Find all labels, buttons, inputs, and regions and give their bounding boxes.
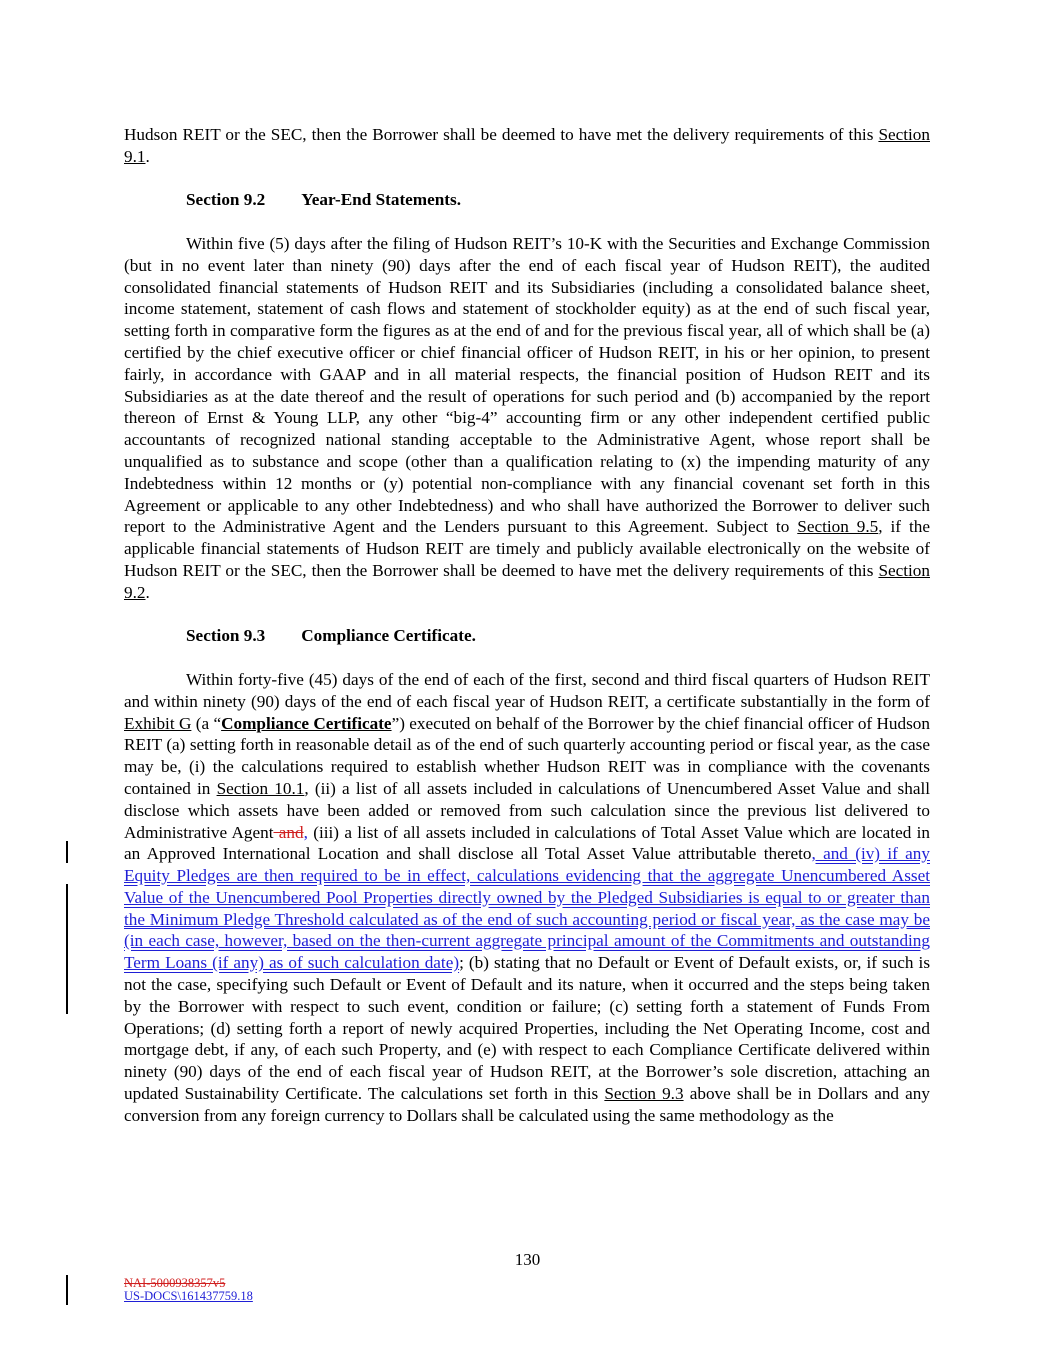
exhibit-reference: Exhibit G [124, 713, 192, 733]
section-number: Section 9.2 [186, 190, 266, 210]
section-9-3-body: Within forty-five (45) days of the end of each of the first, second and third fiscal quarters of Hudson REIT and within ninety (90) days of the end of each fiscal year of Hudson REIT, a certificate substantially in the form of Exhibit G (a “Compliance Certificate”) executed on behalf of the Borrower by the chief financial officer of Hudson REIT (a) setting forth in reasonable detail as of the end of such quarterly accounting period or fiscal year, as the case may be, (i) the calculations required to establish whether Hudson REIT was in compliance with the covenants contained in Section 10.1, (ii) a list of all assets included in calculations of Unencumbered Asset Value and shall disclose which assets have been added or removed from such calculation since the previous list delivered to Administrative Agent and, (iii) a list of all assets included in calculations of Total Asset Value which are located in an Approved International Location and shall disclose all Total Asset Value attributable thereto, and (iv) if any Equity Pledges are then required to be in effect, calculations evidencing that the aggregate Unencumbered Asset Value of the Unencumbered Pool Properties directly owned by the Pledged Subsidiaries is equal to or greater than the Minimum Pledge Threshold calculated as of the end of such accounting period or fiscal year, as the case may be (in each case, however, based on the then-current aggregate principal amount of the Commitments and outstanding Term Loans (if any) as of such calculation date); (b) stating that no Default or Event of Default exists, or, if such is not the case, specifying such Default or Event of Default and its nature, when it occurred and the steps being taken by the Borrower with respect to such event, condition or failure; (c) setting forth a statement of Funds From Operations; (d) setting forth a report of newly acquired Properties, including the Net Operating Income, cost and mortgage debt, if any, of each such Property, and (e) with respect to each Compliance Certificate delivered within ninety (90) days of the end of each fiscal year of Hudson REIT, at the Borrower’s sole discretion, attaching an updated Sustainability Certificate. The calculations set forth in this Section 9.3 above shall be in Dollars and any conversion from any foreign currency to Dollars shall be calculated using the same methodology as the [124, 669, 931, 1125]
section-title: Compliance Certificate. [301, 626, 476, 646]
defined-term: Compliance Certificate [221, 713, 392, 733]
deleted-text: and [273, 822, 304, 842]
change-bar [66, 841, 68, 863]
change-bar [66, 1275, 68, 1305]
inserted-doc-id: US-DOCS\161437759.18 [124, 1289, 253, 1303]
inserted-clause: , and (iv) if any Equity Pledges are then required to be in effect, calculations evidencing that the aggregate Unencumbered Asset Value of the Unencumbered Pool Properties directly owned by the Pledged Subsidiaries is equal to or greater than the Minimum Pledge Threshold calculated as of the end of such accounting period or fiscal year, as the case may be (in each case, however, based on the then-current aggregate principal amount of the Commitments and outstanding Term Loans (if any) as of such calculation date) [124, 844, 930, 973]
section-reference: Section 10.1 [216, 778, 305, 798]
document-page [124, 124, 930, 1127]
section-heading-9-3 [124, 625, 930, 647]
section-reference: Section 9.1 [124, 125, 930, 166]
deleted-doc-id: NAI-5000938357v5 [124, 1276, 226, 1290]
section-heading-9-2 [124, 189, 930, 211]
intro-paragraph: Hudson REIT or the SEC, then the Borrower shall be deemed to have met the delivery requirements of this Section 9.1. [124, 125, 930, 166]
inserted-text: , [303, 822, 308, 842]
page-number: 130 [514, 1250, 541, 1269]
section-reference: Section 9.3 [604, 1084, 684, 1104]
section-reference: Section 9.2 [124, 560, 930, 602]
section-title: Year-End Statements. [301, 190, 462, 210]
section-number: Section 9.3 [186, 626, 266, 646]
section-9-2-body: Within five (5) days after the filing of Hudson REIT’s 10-K with the Securities and Exchange Commission (but in no event later than ninety (90) days after the end of each fiscal year of Hudson REIT), the audited consolidated financial statements of Hudson REIT and its Subsidiaries (including a consolidated balance sheet, income statement, statement of cash flows and statement of stockholder equity) as at the end of such fiscal year, setting forth in comparative form the figures as at the end of and for the previous fiscal year, all of which shall be (a) certified by the chief executive officer or chief financial officer of Hudson REIT, in his or her opinion, to present fairly, in accordance with GAAP and in all material respects, the financial position of Hudson REIT and its Subsidiaries as at the date thereof and the result of operations for such period and (b) accompanied by the report thereon of Ernst & Young LLP, any other “big-4” accounting firm or any other independent certified public accountants of recognized national standing acceptable to the Administrative Agent, whose report shall be unqualified as to substance and scope (other than a qualification relating to (x) the impending maturity of any Indebtedness within 12 months or (y) potential non-compliance with any financial covenant set forth in this Agreement or applicable to any other Indebtedness) and who shall have authorized the Borrower to deliver such report to the Administrative Agent and the Lenders pursuant to this Agreement. Subject to Section 9.5, if the applicable financial statements of Hudson REIT are timely and publicly available electronically on the website of Hudson REIT or the SEC, then the Borrower shall be deemed to have met the delivery requirements of this Section 9.2. [124, 233, 930, 602]
section-reference: Section 9.5 [797, 517, 879, 537]
document-id-footer [124, 1277, 253, 1303]
change-bar [66, 884, 68, 1014]
